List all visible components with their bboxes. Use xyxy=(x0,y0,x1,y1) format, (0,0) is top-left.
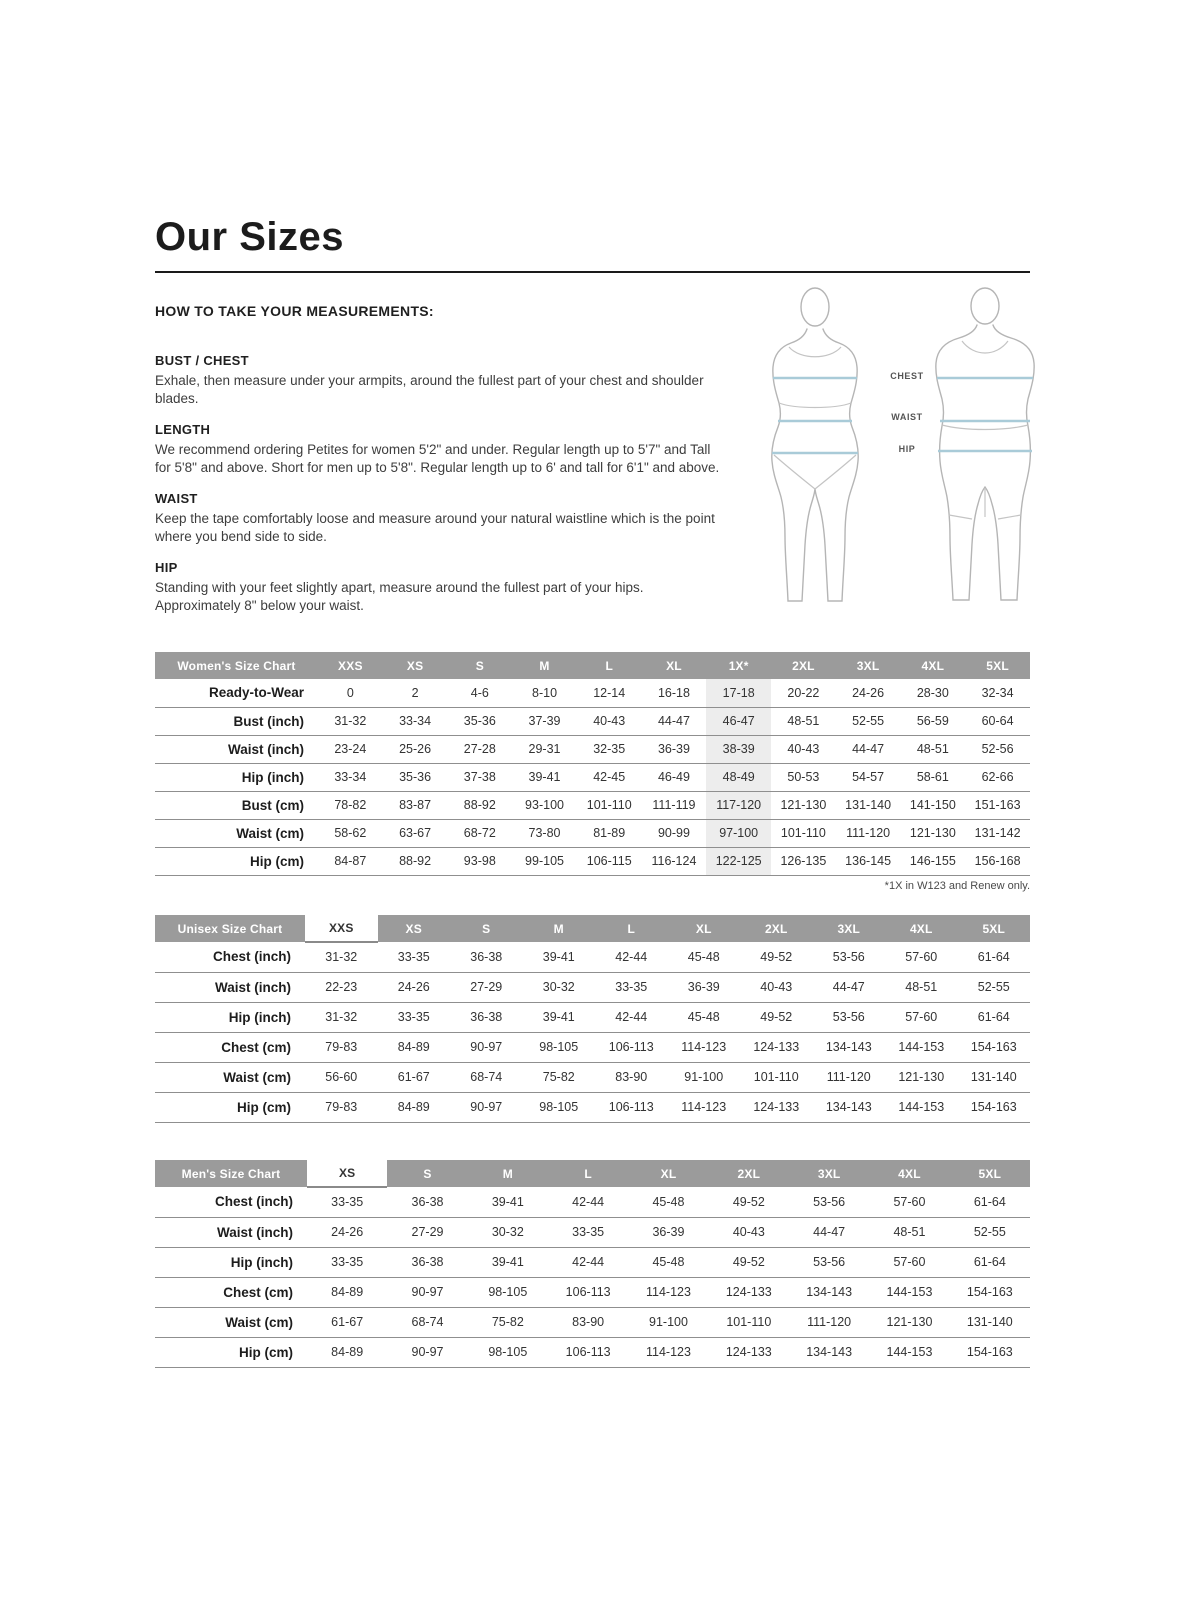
female-garment-lines xyxy=(774,347,856,489)
size-cell: 154-163 xyxy=(970,1040,1017,1054)
size-cell: 101-110 xyxy=(586,798,632,812)
size-cell: 23-24 xyxy=(334,742,367,756)
size-cell: 31-32 xyxy=(325,950,358,965)
womens-size-chart-table xyxy=(155,652,1030,876)
size-cell: 39-41 xyxy=(491,1194,524,1209)
size-cell: 28-30 xyxy=(916,685,949,700)
size-cell: 33-35 xyxy=(331,1255,364,1269)
instruction-section-hip xyxy=(155,560,720,614)
section-heading: LENGTH xyxy=(155,422,211,438)
column-header: 2XL xyxy=(740,915,813,942)
size-cell: 45-48 xyxy=(687,1010,720,1024)
female-figure-illustration xyxy=(745,283,885,633)
size-cell: 131-140 xyxy=(970,1070,1017,1084)
size-cell: 42-45 xyxy=(593,770,626,784)
unisex-size-chart-table xyxy=(155,915,1030,1123)
size-cell: 36-39 xyxy=(652,1225,685,1239)
size-cell: 36-38 xyxy=(411,1194,444,1209)
size-cell: 40-43 xyxy=(760,980,793,994)
size-cell: 37-38 xyxy=(463,770,496,784)
column-header: XS xyxy=(307,1160,387,1187)
size-cell: 79-83 xyxy=(325,1040,358,1054)
size-cell: 154-163 xyxy=(966,1285,1013,1299)
size-cell: 98-105 xyxy=(539,1100,579,1114)
size-cell: 122-125 xyxy=(706,847,771,875)
size-cell: 32-34 xyxy=(981,685,1014,700)
row-label: Chest (inch) xyxy=(214,1194,293,1210)
column-header: XL xyxy=(628,1160,708,1187)
size-cell: 36-38 xyxy=(411,1255,444,1269)
size-cell: 90-97 xyxy=(470,1100,503,1114)
size-cell: 57-60 xyxy=(905,949,938,964)
chest-label: CHEST xyxy=(890,371,924,381)
size-cell: 131-142 xyxy=(974,826,1021,840)
column-header: 5XL xyxy=(950,1160,1030,1187)
table-header-row xyxy=(155,1160,1030,1187)
male-garment-lines xyxy=(942,341,1028,519)
table-row xyxy=(155,763,1030,791)
table-row xyxy=(155,1247,1030,1277)
column-header: 4XL xyxy=(885,915,958,942)
size-cell: 40-43 xyxy=(593,714,626,728)
size-cell: 44-47 xyxy=(657,714,690,728)
size-cell: 33-34 xyxy=(334,770,367,784)
size-cell: 52-55 xyxy=(852,714,885,728)
size-cell: 58-61 xyxy=(916,770,949,784)
size-cell: 33-35 xyxy=(615,980,648,994)
size-cell: 33-35 xyxy=(397,1010,430,1024)
size-cell: 84-89 xyxy=(331,1345,364,1359)
size-cell: 27-29 xyxy=(470,980,503,994)
size-cell: 126-135 xyxy=(780,854,827,868)
row-label: Waist (inch) xyxy=(228,741,304,757)
size-cell: 106-113 xyxy=(565,1285,611,1299)
column-header: XS xyxy=(383,652,448,679)
size-cell: 32-35 xyxy=(593,742,626,756)
column-header: 3XL xyxy=(813,915,886,942)
size-cell: 84-89 xyxy=(397,1100,430,1114)
size-cell: 45-48 xyxy=(652,1194,685,1209)
size-cell: 53-56 xyxy=(813,1194,846,1209)
size-cell: 111-120 xyxy=(826,1070,871,1084)
size-cell: 42-44 xyxy=(615,1010,648,1024)
column-header: M xyxy=(523,915,596,942)
size-cell: 144-153 xyxy=(886,1285,933,1299)
size-cell: 106-115 xyxy=(586,854,632,868)
title-divider xyxy=(155,271,1030,273)
female-body-outline xyxy=(772,288,858,601)
table-row xyxy=(155,1307,1030,1337)
size-cell: 36-38 xyxy=(470,1010,503,1024)
size-cell: 61-67 xyxy=(331,1315,364,1329)
size-cell: 93-100 xyxy=(525,798,564,812)
size-cell: 33-34 xyxy=(399,714,432,728)
instruction-section-length xyxy=(155,422,720,476)
column-header: 1X* xyxy=(706,652,771,679)
size-cell: 134-143 xyxy=(806,1345,853,1359)
size-cell: 56-60 xyxy=(325,1070,358,1084)
column-header: M xyxy=(512,652,577,679)
table-row xyxy=(155,1277,1030,1307)
size-cell: 20-22 xyxy=(787,685,820,700)
size-cell: 46-47 xyxy=(706,707,771,735)
size-cell: 111-120 xyxy=(846,826,891,840)
hip-label: HIP xyxy=(898,444,916,454)
size-cell: 52-55 xyxy=(973,1225,1006,1239)
size-cell: 83-87 xyxy=(399,798,432,812)
size-cell: 111-120 xyxy=(807,1315,852,1329)
size-cell: 31-32 xyxy=(325,1010,358,1024)
size-cell: 49-52 xyxy=(732,1255,765,1269)
column-header: 4XL xyxy=(900,652,965,679)
table-row xyxy=(155,972,1030,1002)
size-cell: 93-98 xyxy=(463,854,496,868)
table-row xyxy=(155,707,1030,735)
size-cell: 144-153 xyxy=(886,1345,933,1359)
size-cell: 42-44 xyxy=(572,1194,605,1209)
size-cell: 42-44 xyxy=(615,949,648,964)
size-cell: 49-52 xyxy=(760,1010,793,1024)
size-cell: 36-38 xyxy=(470,949,503,964)
size-cell: 31-32 xyxy=(334,714,367,728)
table-title: Women's Size Chart xyxy=(155,652,318,679)
size-cell: 22-23 xyxy=(325,980,358,994)
size-cell: 54-57 xyxy=(852,770,885,784)
row-label: Hip (inch) xyxy=(241,769,304,785)
size-cell: 91-100 xyxy=(649,1315,688,1329)
size-cell: 56-59 xyxy=(916,714,949,728)
size-cell: 68-74 xyxy=(470,1070,503,1084)
table-row xyxy=(155,819,1030,847)
size-cell: 68-72 xyxy=(463,826,496,840)
size-cell: 25-26 xyxy=(399,742,432,756)
size-cell: 84-89 xyxy=(397,1040,430,1054)
column-header: S xyxy=(447,652,512,679)
size-cell: 144-153 xyxy=(898,1100,945,1114)
size-chart-footnote: *1X in W123 and Renew only. xyxy=(884,880,1030,892)
how-to-heading: HOW TO TAKE YOUR MEASUREMENTS: xyxy=(155,303,434,319)
column-header: XL xyxy=(642,652,707,679)
size-cell: 116-124 xyxy=(651,854,697,868)
row-label: Bust (inch) xyxy=(233,713,304,729)
size-cell: 99-105 xyxy=(525,854,564,868)
table-row xyxy=(155,1187,1030,1217)
table-row xyxy=(155,1062,1030,1092)
size-cell: 2 xyxy=(411,685,419,700)
size-cell: 36-39 xyxy=(687,980,720,994)
size-cell: 35-36 xyxy=(463,714,496,728)
size-cell: 83-90 xyxy=(615,1070,648,1084)
column-header: L xyxy=(595,915,668,942)
size-cell: 36-39 xyxy=(657,742,690,756)
size-cell: 39-41 xyxy=(542,1010,575,1024)
size-cell: 44-47 xyxy=(852,742,885,756)
male-figure-illustration xyxy=(910,283,1060,633)
size-cell: 33-35 xyxy=(397,949,430,964)
size-cell: 63-67 xyxy=(399,826,432,840)
table-title: Men's Size Chart xyxy=(155,1160,307,1187)
size-cell: 57-60 xyxy=(905,1010,938,1024)
size-cell: 0 xyxy=(346,685,354,700)
column-header: 3XL xyxy=(789,1160,869,1187)
column-header: L xyxy=(548,1160,628,1187)
size-cell: 50-53 xyxy=(787,770,820,784)
size-cell: 124-133 xyxy=(725,1285,772,1299)
instruction-section-bust-chest xyxy=(155,353,720,407)
size-cell: 30-32 xyxy=(542,980,575,994)
waist-label: WAIST xyxy=(891,412,923,422)
row-label: Bust (cm) xyxy=(241,797,304,813)
size-cell: 68-74 xyxy=(411,1315,444,1329)
column-header: 5XL xyxy=(965,652,1030,679)
row-label: Hip (inch) xyxy=(228,1009,291,1025)
size-cell: 48-51 xyxy=(787,714,820,728)
size-cell: 98-105 xyxy=(488,1345,528,1359)
size-cell: 4-6 xyxy=(470,685,489,700)
size-cell: 114-123 xyxy=(681,1040,727,1054)
size-cell: 81-89 xyxy=(593,826,626,840)
section-body: We recommend ordering Petites for women 5'2" and under. Regular length up to 5'7" and Tall for 5'8" and above. Short for men up to 5'8". Regular length up to 6' and tall for 6'1" and above. xyxy=(155,442,720,475)
size-cell: 24-26 xyxy=(397,980,430,994)
size-cell: 78-82 xyxy=(334,798,367,812)
size-cell: 27-28 xyxy=(463,742,496,756)
size-cell: 62-66 xyxy=(981,770,1014,784)
size-cell: 90-99 xyxy=(657,826,690,840)
size-cell: 38-39 xyxy=(706,735,771,763)
size-cell: 39-41 xyxy=(542,949,575,964)
size-cell: 24-26 xyxy=(331,1225,364,1239)
row-label: Hip (inch) xyxy=(230,1254,293,1270)
row-label: Chest (cm) xyxy=(223,1284,293,1300)
column-header: XXS xyxy=(318,652,383,679)
size-cell: 79-83 xyxy=(325,1100,358,1114)
size-cell: 73-80 xyxy=(528,826,561,840)
size-cell: 114-123 xyxy=(681,1100,727,1114)
row-label: Hip (cm) xyxy=(239,1344,293,1360)
table-row xyxy=(155,942,1030,972)
size-cell: 57-60 xyxy=(893,1255,926,1269)
row-label: Ready-to-Wear xyxy=(208,685,304,701)
row-label: Waist (inch) xyxy=(217,1224,293,1240)
table-row xyxy=(155,1092,1030,1122)
size-cell: 154-163 xyxy=(966,1345,1013,1359)
measurement-instructions xyxy=(155,303,720,629)
column-header: 4XL xyxy=(869,1160,949,1187)
size-cell: 75-82 xyxy=(542,1070,575,1084)
size-cell: 49-52 xyxy=(760,949,793,964)
size-cell: 101-110 xyxy=(753,1070,799,1084)
section-body: Keep the tape comfortably loose and measure around your natural waistline which is the point where you bend side to side. xyxy=(155,511,715,544)
size-cell: 48-51 xyxy=(905,980,938,994)
size-cell: 17-18 xyxy=(706,679,771,707)
row-label: Chest (inch) xyxy=(212,949,291,965)
size-cell: 106-113 xyxy=(608,1100,654,1114)
size-cell: 52-56 xyxy=(981,742,1014,756)
size-cell: 61-64 xyxy=(977,949,1010,964)
size-cell: 156-168 xyxy=(974,854,1021,868)
row-label: Waist (inch) xyxy=(215,979,291,995)
section-body: Exhale, then measure under your armpits, around the fullest part of your chest and shoulder blades. xyxy=(155,373,704,406)
size-cell: 124-133 xyxy=(753,1100,800,1114)
table-row xyxy=(155,679,1030,707)
column-header: 3XL xyxy=(836,652,901,679)
size-cell: 37-39 xyxy=(528,714,561,728)
size-cell: 40-43 xyxy=(732,1225,765,1239)
size-cell: 101-110 xyxy=(780,826,826,840)
size-cell: 61-64 xyxy=(977,1010,1010,1024)
size-cell: 49-52 xyxy=(732,1194,765,1209)
size-cell: 35-36 xyxy=(399,770,432,784)
size-cell: 40-43 xyxy=(787,742,820,756)
size-cell: 53-56 xyxy=(832,949,865,964)
instruction-section-waist xyxy=(155,491,720,545)
size-cell: 61-64 xyxy=(973,1255,1006,1269)
size-cell: 97-100 xyxy=(706,819,771,847)
size-cell: 114-123 xyxy=(646,1345,691,1359)
size-cell: 39-41 xyxy=(491,1255,524,1269)
size-cell: 58-62 xyxy=(334,826,367,840)
section-heading: BUST / CHEST xyxy=(155,353,249,368)
size-cell: 101-110 xyxy=(726,1315,772,1329)
page-title: Our Sizes xyxy=(155,215,345,259)
size-cell: 98-105 xyxy=(539,1040,579,1054)
female-measure-lines xyxy=(772,378,858,453)
measurement-figures xyxy=(745,283,1060,635)
size-cell: 61-64 xyxy=(973,1194,1006,1209)
size-cell: 33-35 xyxy=(331,1195,364,1210)
section-heading: WAIST xyxy=(155,491,198,507)
section-heading: HIP xyxy=(155,560,178,576)
column-header: S xyxy=(387,1160,467,1187)
size-cell: 44-47 xyxy=(813,1225,846,1239)
mens-size-chart-table xyxy=(155,1160,1030,1368)
row-label: Waist (cm) xyxy=(236,825,304,841)
section-body: Standing with your feet slightly apart, measure around the fullest part of your hips. Approximately 8" below your waist. xyxy=(155,580,644,613)
row-label: Waist (cm) xyxy=(225,1314,293,1330)
size-cell: 16-18 xyxy=(657,685,690,700)
size-cell: 121-130 xyxy=(780,798,827,812)
size-cell: 121-130 xyxy=(886,1315,933,1329)
size-cell: 12-14 xyxy=(593,685,626,700)
size-cell: 75-82 xyxy=(491,1315,524,1329)
size-cell: 88-92 xyxy=(399,854,432,868)
male-measure-lines xyxy=(937,378,1033,451)
table-row xyxy=(155,1217,1030,1247)
size-cell: 53-56 xyxy=(832,1010,865,1024)
size-cell: 146-155 xyxy=(909,854,956,868)
size-cell: 124-133 xyxy=(725,1345,772,1359)
size-cell: 61-67 xyxy=(397,1070,430,1084)
size-cell: 33-35 xyxy=(572,1225,605,1239)
column-header: L xyxy=(577,652,642,679)
column-header: 5XL xyxy=(958,915,1031,942)
size-cell: 48-51 xyxy=(916,742,949,756)
size-cell: 52-55 xyxy=(977,980,1010,994)
size-cell: 134-143 xyxy=(825,1100,872,1114)
size-cell: 106-113 xyxy=(565,1345,611,1359)
size-cell: 48-51 xyxy=(893,1225,926,1239)
table-row xyxy=(155,735,1030,763)
size-cell: 84-89 xyxy=(331,1285,364,1299)
size-cell: 90-97 xyxy=(411,1345,444,1359)
size-cell: 141-150 xyxy=(909,798,956,812)
size-cell: 90-97 xyxy=(470,1040,503,1054)
size-cell: 48-49 xyxy=(706,763,771,791)
column-header: XXS xyxy=(305,915,378,942)
size-cell: 131-140 xyxy=(845,798,892,812)
column-header: S xyxy=(450,915,523,942)
size-cell: 53-56 xyxy=(813,1255,846,1269)
size-cell: 42-44 xyxy=(572,1255,605,1269)
row-label: Waist (cm) xyxy=(223,1069,291,1085)
size-cell: 44-47 xyxy=(832,980,865,994)
size-cell: 90-97 xyxy=(411,1285,444,1299)
size-cell: 8-10 xyxy=(532,685,558,700)
size-cell: 131-140 xyxy=(966,1315,1013,1329)
size-cell: 45-48 xyxy=(652,1255,685,1269)
column-header: XS xyxy=(378,915,451,942)
size-cell: 144-153 xyxy=(898,1040,945,1054)
size-cell: 134-143 xyxy=(806,1285,853,1299)
row-label: Hip (cm) xyxy=(237,1099,291,1115)
size-cell: 24-26 xyxy=(852,685,885,700)
size-cell: 154-163 xyxy=(970,1100,1017,1114)
size-cell: 114-123 xyxy=(646,1285,691,1299)
size-cell: 46-49 xyxy=(657,770,690,784)
size-cell: 84-87 xyxy=(334,854,367,868)
table-row xyxy=(155,791,1030,819)
column-header: M xyxy=(468,1160,548,1187)
male-body-outline xyxy=(936,288,1034,600)
size-cell: 88-92 xyxy=(463,798,496,812)
size-cell: 30-32 xyxy=(491,1225,524,1239)
size-cell: 121-130 xyxy=(909,826,956,840)
size-cell: 111-119 xyxy=(652,798,696,812)
column-header: XL xyxy=(668,915,741,942)
size-cell: 124-133 xyxy=(753,1040,800,1054)
size-cell: 98-105 xyxy=(488,1285,528,1299)
column-header: 2XL xyxy=(771,652,836,679)
table-row xyxy=(155,1002,1030,1032)
size-cell: 29-31 xyxy=(528,742,561,756)
size-cell: 106-113 xyxy=(608,1040,654,1054)
table-row xyxy=(155,847,1030,875)
size-cell: 27-29 xyxy=(411,1225,444,1239)
size-cell: 151-163 xyxy=(974,798,1021,812)
size-cell: 60-64 xyxy=(981,714,1014,728)
table-row xyxy=(155,1032,1030,1062)
table-header-row xyxy=(155,915,1030,942)
row-label: Chest (cm) xyxy=(221,1039,291,1055)
size-cell: 117-120 xyxy=(706,791,771,819)
size-cell: 39-41 xyxy=(528,770,561,784)
size-cell: 134-143 xyxy=(825,1040,872,1054)
size-cell: 83-90 xyxy=(572,1315,605,1329)
column-header: 2XL xyxy=(709,1160,789,1187)
table-title: Unisex Size Chart xyxy=(155,915,305,942)
size-cell: 45-48 xyxy=(687,949,720,964)
row-label: Hip (cm) xyxy=(250,853,304,869)
size-cell: 91-100 xyxy=(684,1070,724,1084)
size-cell: 136-145 xyxy=(845,854,892,868)
table-header-row xyxy=(155,652,1030,679)
table-row xyxy=(155,1337,1030,1367)
size-cell: 121-130 xyxy=(898,1070,945,1084)
size-cell: 57-60 xyxy=(893,1194,926,1209)
